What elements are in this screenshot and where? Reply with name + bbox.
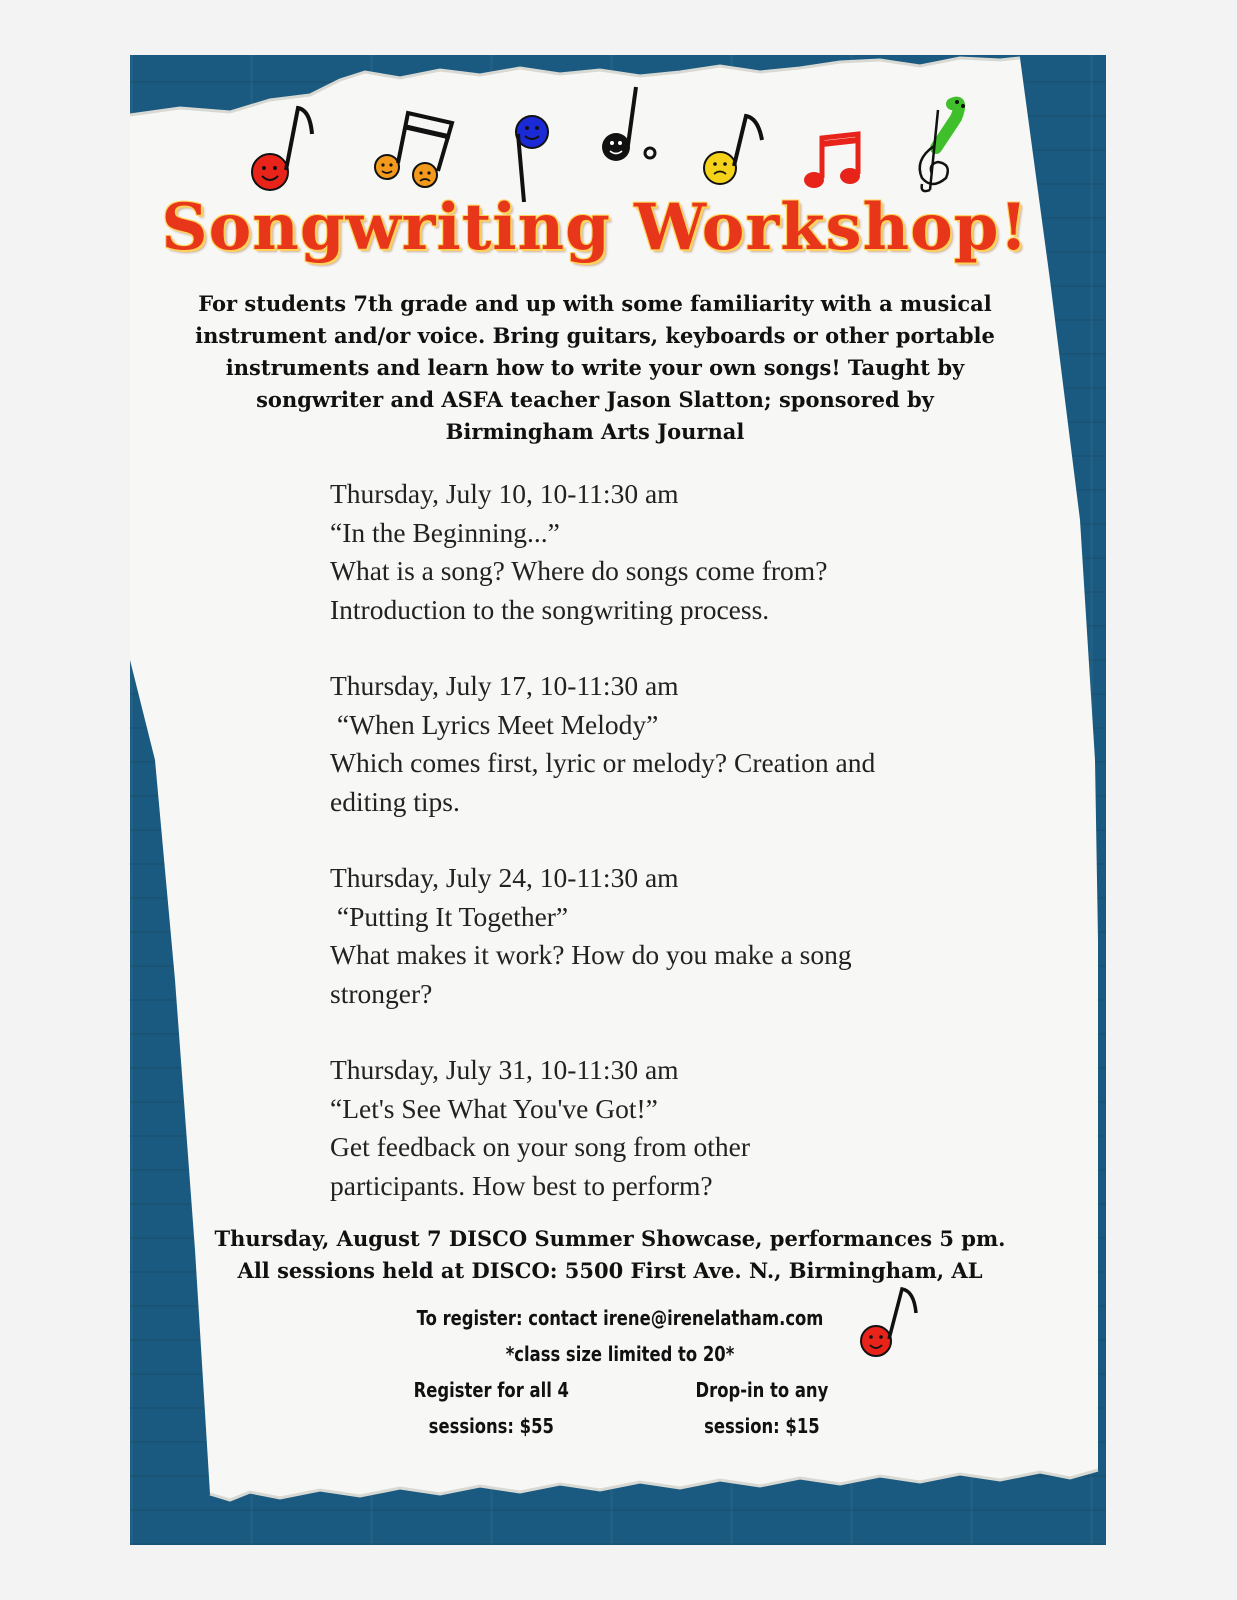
session-description: stronger? <box>330 977 433 1009</box>
showcase-line: Thursday, August 7 DISCO Summer Showcase, performances 5 pm. <box>214 1226 1006 1251</box>
workshop-title: Songwriting Workshop! <box>161 190 1029 265</box>
intro-paragraph <box>165 288 1025 448</box>
session-list <box>330 475 1010 1243</box>
session-date: Thursday, July 24, 10-11:30 am <box>330 862 679 893</box>
session-description: What is a song? Where do songs come from? <box>330 555 828 586</box>
intro-line: songwriter and ASFA teacher Jason Slatton; sponsored by <box>256 387 934 412</box>
class-size-note: *class size limited to 20* <box>505 1342 735 1366</box>
session-title: “In the Beginning...” <box>330 516 560 548</box>
music-notes-row <box>0 85 1237 205</box>
registration-info <box>374 1300 866 1444</box>
register-contact: To register: contact irene@irenelatham.com <box>416 1306 824 1330</box>
session-description: What makes it work? How do you make a song <box>330 939 852 970</box>
black-half-note-icon <box>598 85 668 175</box>
full-session-price: Register for all 4 sessions: $55 <box>413 1378 569 1438</box>
session-item <box>330 475 1010 629</box>
session-description: Which comes first, lyric or melody? Creation and <box>330 747 876 778</box>
session-date: Thursday, July 31, 10-11:30 am <box>330 1054 679 1085</box>
session-description: participants. How best to perform? <box>330 1169 713 1201</box>
session-title: “Let's See What You've Got!” <box>330 1092 658 1124</box>
intro-line: For students 7th grade and up with some familiarity with a musical <box>198 291 992 316</box>
drop-in-price: Drop-in to any session: $15 <box>695 1378 829 1438</box>
session-description: editing tips. <box>330 785 460 817</box>
session-item <box>330 859 1010 1013</box>
session-title: “Putting It Together” <box>330 900 569 932</box>
orange-beamed-notes-icon <box>372 105 462 195</box>
event-footer <box>160 1223 1060 1287</box>
intro-line: instrument and/or voice. Bring guitars, keyboards or other portable <box>195 323 995 348</box>
red-beamed-notes-icon <box>800 130 870 195</box>
intro-line: Birmingham Arts Journal <box>445 419 745 444</box>
red-smiley-eighth-note-icon <box>248 100 328 200</box>
session-title: “When Lyrics Meet Melody” <box>330 708 659 740</box>
session-date: Thursday, July 17, 10-11:30 am <box>330 670 679 701</box>
intro-line: instruments and learn how to write your own songs! Taught by <box>225 355 965 380</box>
pricing-row <box>374 1372 866 1444</box>
red-smiley-eighth-note-icon <box>858 1285 928 1365</box>
session-description: Get feedback on your song from other <box>330 1131 751 1162</box>
session-date: Thursday, July 10, 10-11:30 am <box>330 478 679 509</box>
location-line: All sessions held at DISCO: 5500 First Ave. N., Birmingham, AL <box>237 1258 983 1283</box>
yellow-eighth-note-icon <box>700 110 780 195</box>
session-item <box>330 1051 1010 1205</box>
session-item <box>330 667 1010 821</box>
green-treble-clef-icon <box>908 90 978 200</box>
session-description: Introduction to the songwriting process. <box>330 593 770 625</box>
